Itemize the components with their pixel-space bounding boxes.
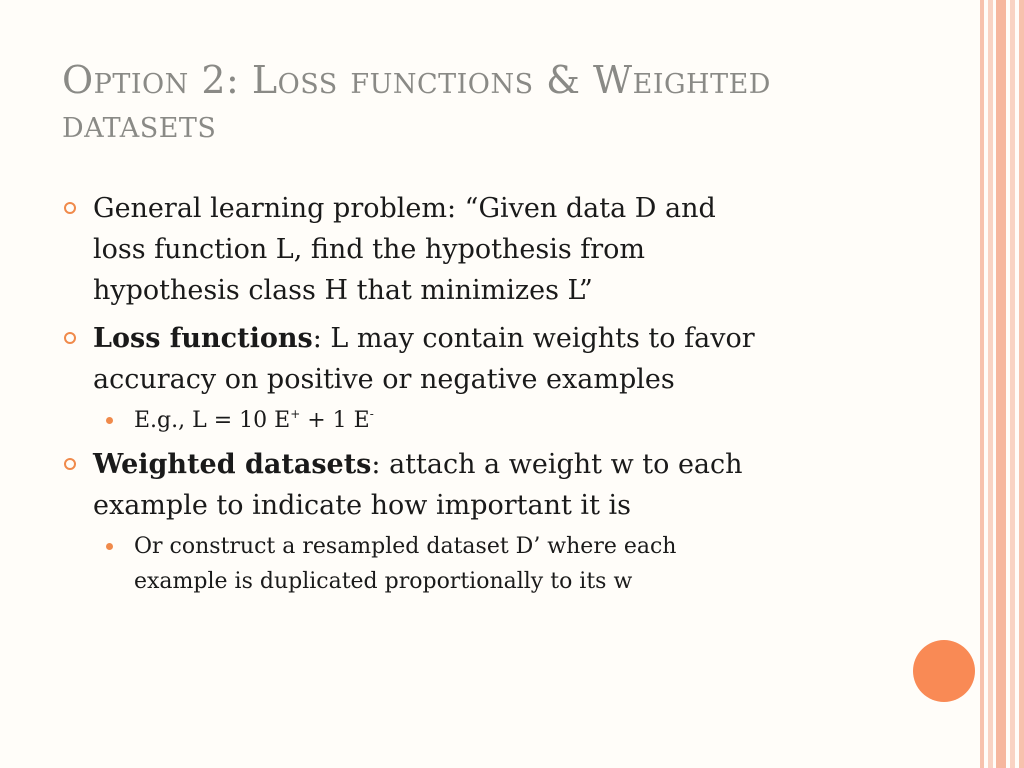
bullet-weighted-datasets	[62, 444, 922, 526]
bullet-bold-term: Loss functions	[93, 323, 313, 354]
bullet-text-line: example to indicate how important it is	[93, 490, 631, 521]
bullet-text-line	[93, 318, 922, 359]
decorative-circle-icon	[913, 640, 975, 702]
sub-bullet-text-line: example is duplicated proportionally to its w	[134, 569, 633, 594]
sub-bullet-example	[62, 403, 922, 438]
slide-title-line-2: datasets	[62, 102, 217, 146]
bullet-text-line: General learning problem: “Given data D and	[93, 193, 716, 224]
decorative-stripe	[996, 0, 1006, 768]
bullet-text: : L may contain weights to favor	[312, 323, 755, 354]
decorative-stripe	[988, 0, 993, 768]
slide-title-line-1: Option 2: Loss functions & Weighted	[62, 58, 771, 102]
bullet-circle-icon	[64, 202, 76, 214]
bullet-general-learning-problem	[62, 188, 922, 311]
formula-sup-minus: -	[369, 407, 374, 421]
decorative-stripe	[1019, 0, 1024, 768]
bullet-circle-icon	[64, 332, 76, 344]
slide-title	[62, 56, 942, 148]
decorative-stripe	[1010, 0, 1015, 768]
slide-content	[62, 188, 922, 605]
bullet-circle-icon	[64, 458, 76, 470]
bullet-text: : attach a weight w to each	[371, 449, 743, 480]
bullet-bold-term: Weighted datasets	[93, 449, 372, 480]
bullet-text-line: hypothesis class H that minimizes L”	[93, 275, 593, 306]
bullet-text-line: loss function L, find the hypothesis from	[93, 234, 646, 265]
formula-prefix: E.g., L = 10 E	[134, 408, 291, 433]
sub-bullet-text-line: Or construct a resampled dataset D’ where each	[134, 534, 677, 559]
sub-bullet-text	[134, 403, 922, 438]
formula-middle: + 1 E	[300, 408, 370, 433]
bullet-text-line: accuracy on positive or negative examples	[93, 364, 675, 395]
sub-bullet-resampled	[62, 529, 922, 599]
bullet-text-line	[93, 444, 922, 485]
sub-bullet-dot-icon	[106, 417, 113, 424]
sub-bullet-dot-icon	[106, 543, 113, 550]
decorative-stripe	[980, 0, 984, 768]
bullet-loss-functions	[62, 318, 922, 400]
formula-sup-plus: +	[290, 407, 301, 421]
